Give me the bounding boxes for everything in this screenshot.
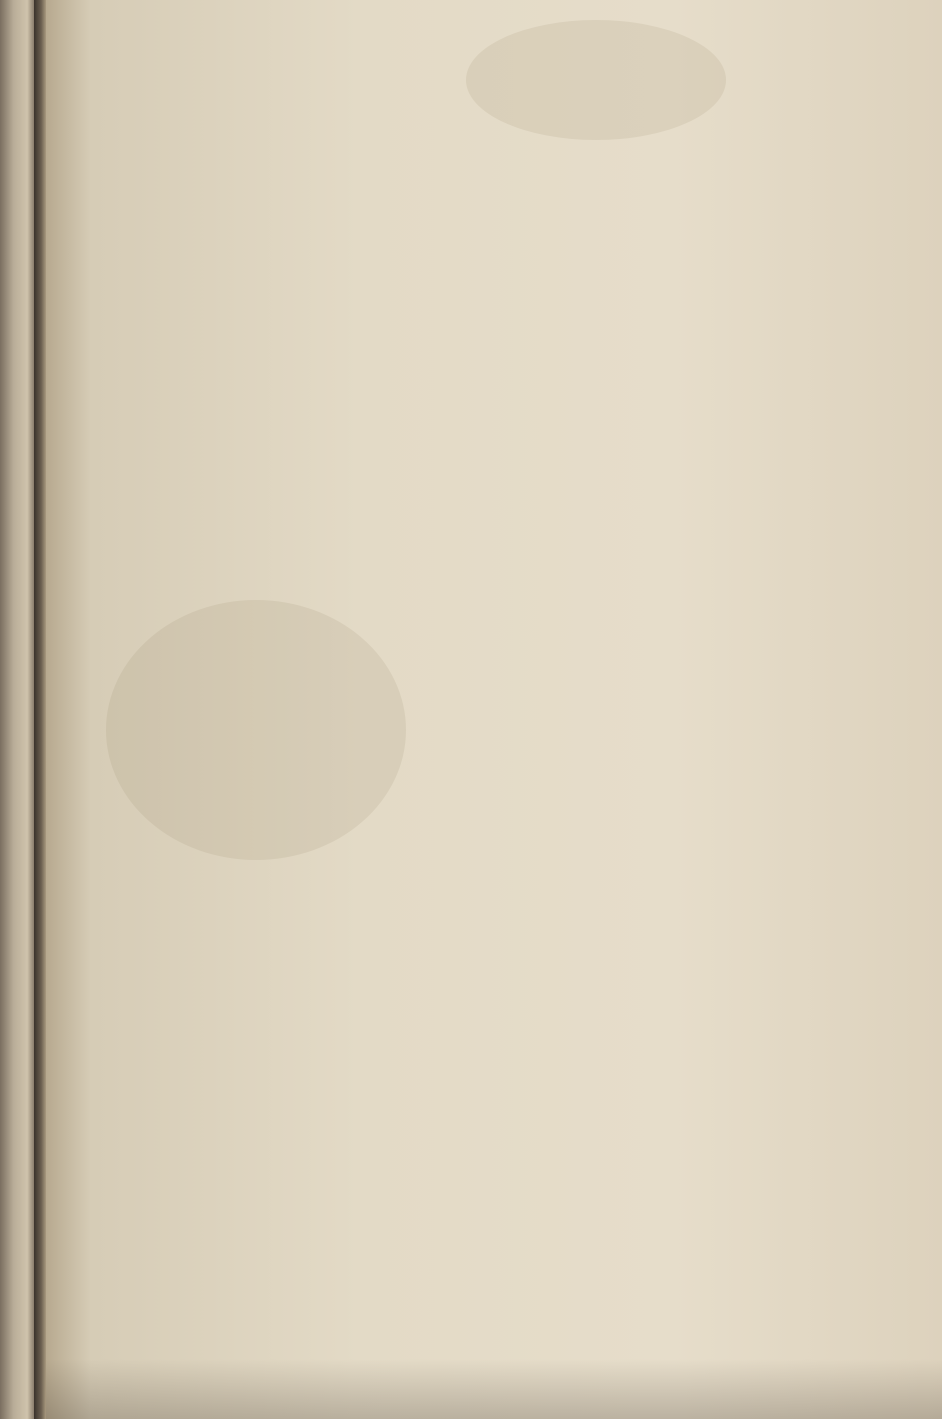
- catchword: [62, 326, 686, 347]
- left-page-edge: [0, 0, 34, 1419]
- book-gutter: [34, 0, 46, 1419]
- paper-stain: [106, 600, 406, 860]
- paper-stain: [466, 20, 726, 140]
- page-shadow: [46, 1359, 942, 1419]
- main-text: [56, 326, 686, 347]
- right-page: [46, 0, 942, 1419]
